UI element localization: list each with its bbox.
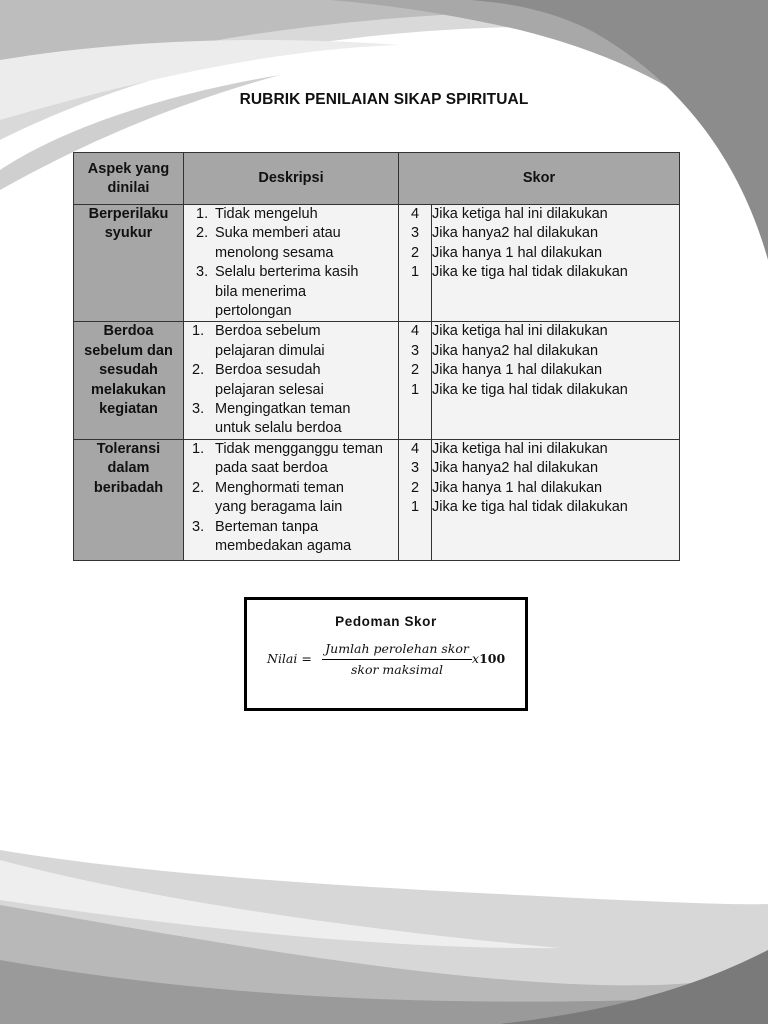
score-formula: [267, 640, 517, 680]
kriteria-cell: Jika ketiga hal ini dilakukan Jika hanya2 hal dilakukan Jika hanya 1 hal dilakukan Jika ke tiga hal tidak dilakukan: [432, 439, 680, 560]
aspek-cell: Berperilaku syukur: [74, 205, 184, 322]
list-item: 2. Berdoa sesudah pelajaran selesai: [192, 362, 324, 398]
formula-fraction: [322, 640, 472, 679]
kriteria-cell: Jika ketiga hal ini dilakukan Jika hanya2 hal dilakukan Jika hanya 1 hal dilakukan Jika ke tiga hal tidak dilakukan: [432, 322, 680, 439]
header-skor: Skor: [399, 153, 680, 205]
formula-denominator: skor maksimal: [350, 662, 444, 677]
table-row: [74, 322, 680, 439]
list-item: 2. Suka memberi atau menolong sesama: [196, 225, 341, 261]
header-aspek: Aspek yang dinilai: [74, 153, 184, 205]
page-title: RUBRIK PENILAIAN SIKAP SPIRITUAL: [239, 91, 529, 108]
deskripsi-list: [184, 440, 398, 556]
skor-cell: 4 3 2 1: [399, 322, 432, 439]
table-row: [74, 439, 680, 560]
table-header-row: [74, 153, 680, 205]
deskripsi-cell: [184, 322, 399, 439]
aspek-cell: Toleransi dalam beribadah: [74, 439, 184, 560]
aspek-cell: Berdoa sebelum dan sesudah melakukan kegiatan: [74, 322, 184, 439]
skor-cell: 4 3 2 1: [399, 439, 432, 560]
list-item: 3. Mengingatkan teman untuk selalu berdoa: [192, 401, 351, 437]
fraction-bar: [322, 659, 472, 660]
list-item: 1. Berdoa sebelum pelajaran dimulai: [192, 323, 325, 359]
deskripsi-list: [184, 322, 398, 438]
deskripsi-cell: [184, 439, 399, 560]
table-row: [74, 205, 680, 322]
pedoman-skor-box: [244, 597, 528, 711]
formula-lhs: Nilai =: [267, 651, 312, 666]
list-item: 1. Tidak mengeluh: [196, 206, 318, 222]
formula-multiplier: x100: [472, 651, 506, 666]
pedoman-title: Pedoman Skor: [335, 614, 437, 629]
deskripsi-list: [184, 205, 398, 321]
deskripsi-cell: [184, 205, 399, 322]
list-item: 3. Berteman tanpa membedakan agama: [192, 518, 352, 554]
kriteria-cell: Jika ketiga hal ini dilakukan Jika hanya2 hal dilakukan Jika hanya 1 hal dilakukan Jika ke tiga hal tidak dilakukan: [432, 205, 680, 322]
skor-cell: 4 3 2 1: [399, 205, 432, 322]
list-item: 1. Tidak mengganggu teman pada saat berdoa: [192, 440, 383, 477]
rubric-table: [73, 152, 680, 561]
list-item: 2. Menghormati teman yang beragama lain: [192, 479, 344, 516]
formula-numerator: Jumlah perolehan skor: [325, 641, 469, 656]
list-item: 3. Selalu berterima kasih bila menerima pertolongan: [196, 264, 359, 320]
header-deskripsi: Deskripsi: [184, 153, 399, 205]
